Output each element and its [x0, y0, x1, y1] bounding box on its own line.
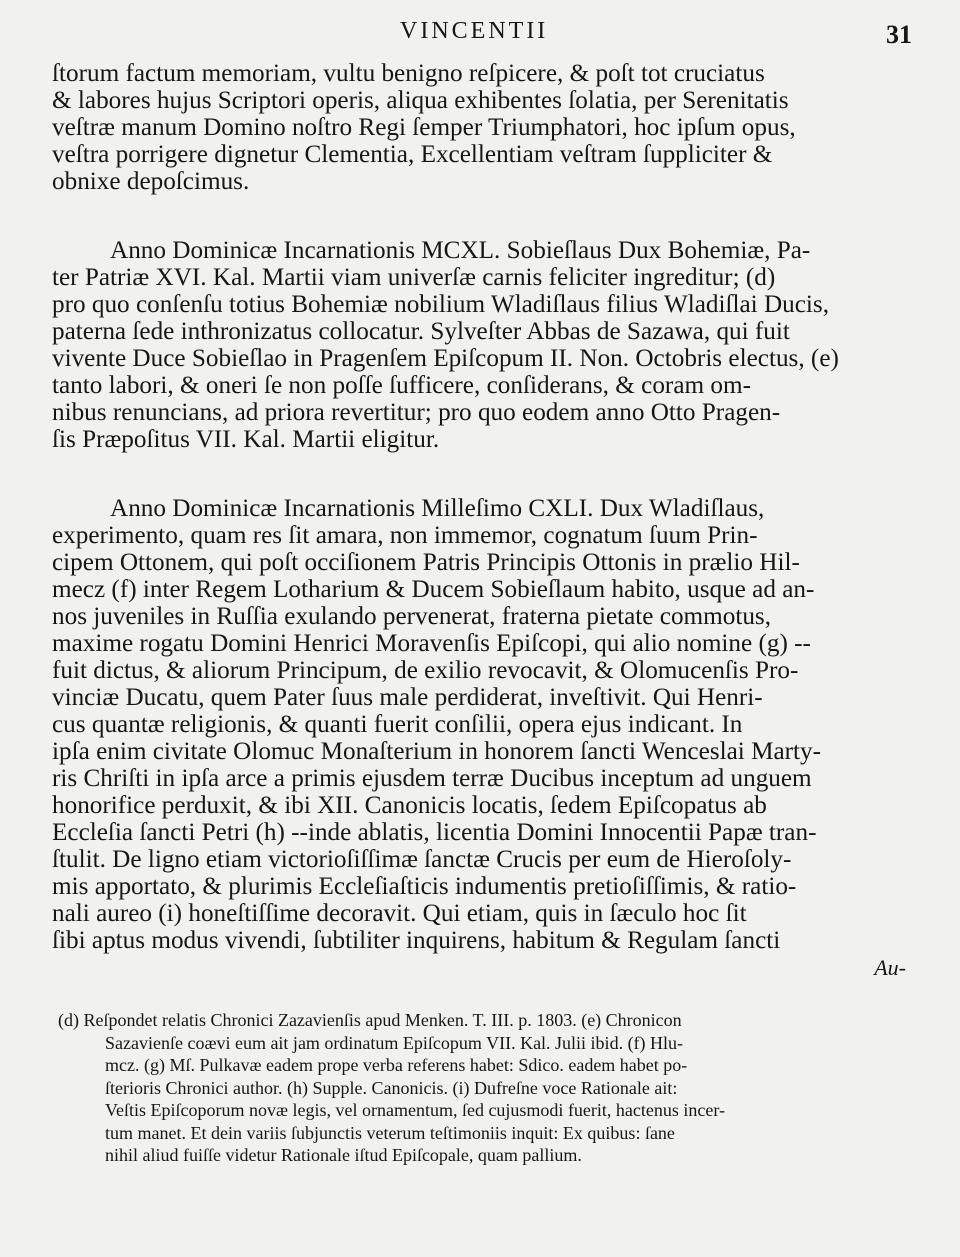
- footnote-lines: [58, 1009, 908, 1167]
- text-line: tanto labori, & oneri ſe non poſſe ſufficere, conſiderans, & coram om-: [52, 372, 751, 399]
- text-line: vinciæ Ducatu, quem Pater ſuus male perdiderat, inveſtivit. Qui Henri-: [52, 684, 763, 711]
- text-line: veſtræ manum Domino noſtro Regi ſemper Triumphatori, hoc ipſum opus,: [52, 114, 796, 141]
- text-line: ipſa enim civitate Olomuc Monaſterium in honorem ſancti Wenceslai Marty-: [52, 738, 822, 765]
- text-line: cus quantæ religionis, & quanti fuerit conſilii, opera ejus indicant. In: [52, 711, 743, 738]
- footnote-line: (d) Reſpondet relatis Chronici Zazavienſis apud Menken. T. III. p. 1803. (e) Chronicon: [58, 1010, 682, 1030]
- text-line: ſis Præpoſitus VII. Kal. Martii eligitur.: [52, 426, 440, 453]
- page-header: [0, 18, 960, 52]
- text-line: ſtulit. De ligno etiam victorioſiſſimæ ſanctæ Crucis per eum de Hieroſoly-: [52, 846, 792, 873]
- text-line: Anno Dominicæ Incarnationis MCXL. Sobieſlaus Dux Bohemiæ, Pa-: [110, 237, 811, 264]
- footnote-line: ſterioris Chronici author. (h) Supple. Canonicis. (i) Dufreſne voce Rationale ait:: [105, 1077, 678, 1098]
- text-line: & labores hujus Scriptori operis, aliqua exhibentes ſolatia, per Serenitatis: [52, 87, 789, 114]
- text-line: mis apportato, & plurimis Eccleſiaſticis indumentis pretioſiſſimis, & ratio-: [52, 873, 797, 900]
- footnotes: [58, 1009, 908, 1167]
- text-line: Anno Dominicæ Incarnationis Milleſimo CXLI. Dux Wladiſlaus,: [110, 495, 765, 522]
- text-line: obnixe depoſcimus.: [52, 168, 250, 195]
- text-line: fuit dictus, & aliorum Principum, de exilio revocavit, & Olomucenſis Pro-: [52, 657, 799, 684]
- text-line: nos juveniles in Ruſſia exulando pervenerat, fraterna pietate commotus,: [52, 603, 772, 630]
- page-number: 31: [886, 20, 912, 49]
- text-line: maxime rogatu Domini Henrici Moravenſis Epiſcopi, qui alio nomine (g) --: [52, 630, 811, 657]
- text-line: experimento, quam res ſit amara, non immemor, cognatum ſuum Prin-: [52, 522, 758, 549]
- text-line: honorifice perduxit, & ibi XII. Canonicis locatis, ſedem Epiſcopatus ab: [52, 792, 767, 819]
- paragraph-gap: [52, 453, 906, 495]
- paragraph-gap: [52, 195, 906, 237]
- footnote-line: tum manet. Et dein variis ſubjunctis veterum teſtimoniis inquit: Ex quibus: ſane: [105, 1122, 675, 1143]
- text-line: paterna ſede inthronizatus collocatur. Sylveſter Abbas de Sazawa, qui fuit: [52, 318, 790, 345]
- text-line: nali aureo (i) honeſtiſſime decoravit. Qui etiam, quis in ſæculo hoc ſit: [52, 900, 747, 927]
- text-line: nibus renuncians, ad priora revertitur; pro quo eodem anno Otto Pragen-: [52, 399, 781, 426]
- footnote-line: mcz. (g) Mſ. Pulkavæ eadem prope verba referens habet: Sdico. eadem habet po-: [105, 1055, 688, 1075]
- text-line: pro quo conſenſu totius Bohemiæ nobilium Wladiſlaus filius Wladiſlai Ducis,: [52, 291, 830, 318]
- text-line: ter Patriæ XVI. Kal. Martii viam univerſæ carnis feliciter ingreditur; (d): [52, 264, 776, 291]
- main-text-lines: [52, 60, 906, 954]
- text-line: ſtorum factum memoriam, vultu benigno reſpicere, & poſt tot cruciatus: [52, 60, 765, 87]
- text-line: Eccleſia ſancti Petri (h) --inde ablatis, licentia Domini Innocentii Papæ tran-: [52, 819, 817, 846]
- main-text: [52, 60, 906, 978]
- footnote-line: Veſtis Epiſcoporum novæ legis, vel ornamentum, ſed cujusmodi fuerit, hactenus incer-: [105, 1100, 725, 1120]
- text-line: veſtra porrigere dignetur Clementia, Excellentiam veſtram ſuppliciter &: [52, 141, 773, 168]
- footnote-line: nihil aliud fuiſſe videtur Rationale iſtud Epiſcopale, quam pallium.: [105, 1145, 582, 1165]
- text-line: mecz (f) inter Regem Lotharium & Ducem Sobieſlaum habito, usque ad an-: [52, 576, 815, 603]
- catchword: Au-: [874, 955, 906, 980]
- running-head: VINCENTII: [400, 18, 549, 44]
- text-line: ſibi aptus modus vivendi, ſubtiliter inquirens, habitum & Regulam ſancti: [52, 927, 781, 954]
- text-line: vivente Duce Sobieſlao in Pragenſem Epiſcopum II. Non. Octobris electus, (e): [52, 345, 839, 372]
- text-line: cipem Ottonem, qui poſt occiſionem Patris Principis Ottonis in prælio Hil-: [52, 549, 800, 576]
- footnote-line: Sazavienſe coævi eum ait jam ordinatum Epiſcopum VII. Kal. Julii ibid. (f) Hlu-: [105, 1032, 684, 1053]
- text-line: ris Chriſti in ipſa arce a primis ejusdem terræ Ducibus inceptum ad unguem: [52, 765, 812, 792]
